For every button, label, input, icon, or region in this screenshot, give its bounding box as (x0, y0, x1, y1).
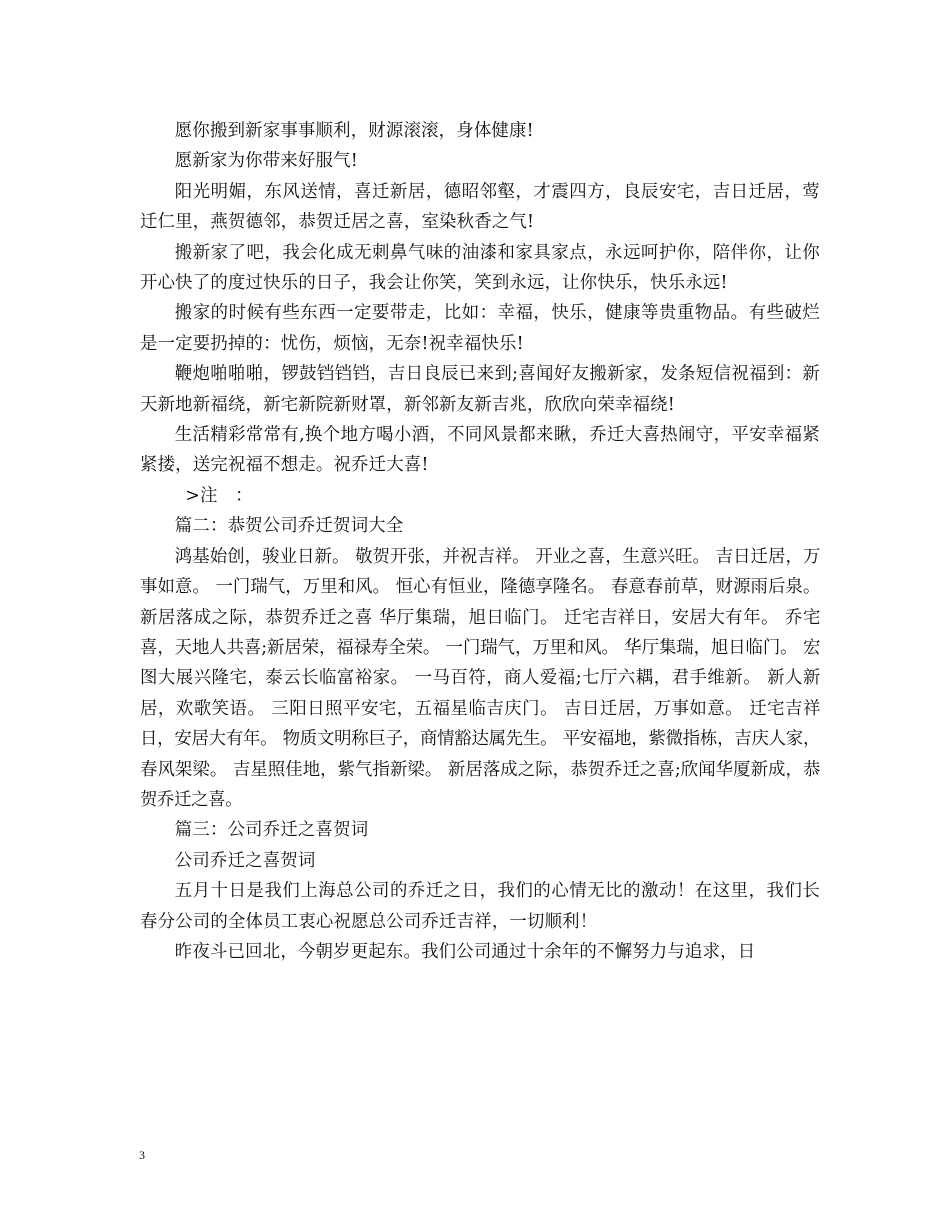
document-body (140, 116, 820, 967)
paragraph-wish-good-luck: 愿新家为你带来好服气! (174, 151, 358, 172)
note-line: >注 ： (185, 485, 253, 506)
paragraph-last-night: 昨夜斗已回北，今朝岁更起东。我们公司通过十余年的不懈努力与追求，日 (174, 941, 756, 962)
paragraph-new-home-care: 搬新家了吧，我会化成无刺鼻气味的油漆和家具家点，永远呵护你，陪伴你，让你开心快了的度过快乐的日子，我会让你笑，笑到永远，让你快乐，快乐永远! (140, 242, 820, 294)
paragraph-wish-smooth-move: 愿你搬到新家事事顺利，财源滚滚，身体健康! (174, 121, 534, 141)
paragraph-company-congratulations: 鸿基始创，骏业日新。 敬贺开张，并祝吉祥。 开业之喜，生意兴旺。 吉日迁居，万事如意。 一门瑞气，万里和风。 恒心有恒业，隆德享隆名。 春意春前草，财源雨后泉。 新居落成之际，恭贺乔迁之喜 华厅集瑞，旭日临门。 迁宅吉祥日，安居大有年。 乔宅喜，天地人共喜;新居荣，福禄寿全荣。 一门瑞气，万里和风。 华厅集瑞，旭日临门。 宏图大展兴隆宅，泰云长临富裕家。 一马百符，商人爱福;七厅六耦，君手维新。 新人新居，欢歌笑语。 三阳日照平安宅，五福星临吉庆门。 吉日迁居，万事如意。 迁宅吉祥日，安居大有年。 物质文明称巨子，商情豁达属先生。 平安福地，紫微指栋，吉庆人家，春风架梁。 吉星照佳地，紫气指新梁。 新居落成之际，恭贺乔迁之喜;欣闻华厦新成，恭贺乔迁之喜。 (140, 546, 820, 810)
paragraph-moving-items: 搬家的时候有些东西一定要带走，比如：幸福，快乐，健康等贵重物品。有些破烂是一定要扔掉的：忧伤，烦恼，无奈!祝幸福快乐! (140, 303, 820, 354)
paragraph-wonderful-life: 生活精彩常常有,换个地方喝小酒，不同风景都来瞅，乔迁大喜热闹守，平安幸福紧紧搂，送完祝福不想走。祝乔迁大喜! (140, 425, 820, 476)
section-three-heading: 篇三：公司乔迁之喜贺词 (174, 820, 369, 841)
paragraph-may-tenth: 五月十日是我们上海总公司的乔迁之日，我们的心情无比的激动！在这里，我们长春分公司的全体员工衷心祝愿总公司乔迁吉祥，一切顺利！ (140, 881, 820, 932)
page-number: 3 (139, 1148, 145, 1162)
section-two-heading: 篇二：恭贺公司乔迁贺词大全 (174, 516, 404, 537)
paragraph-firecrackers: 鞭炮啪啪啪，锣鼓铛铛铛，吉日良辰已来到;喜闻好友搬新家，发条短信祝福到：新天新地新福绕，新宅新院新财罩，新邻新友新吉兆，欣欣向荣幸福绕! (140, 364, 820, 415)
subheading-company-move: 公司乔迁之喜贺词 (174, 850, 316, 871)
paragraph-sunshine-greeting: 阳光明媚，东风送情，喜迁新居，德昭邻壑，才震四方，良辰安宅，吉日迁居，莺迁仁里，燕贺德邻，恭贺迁居之喜，室染秋香之气! (140, 181, 820, 233)
